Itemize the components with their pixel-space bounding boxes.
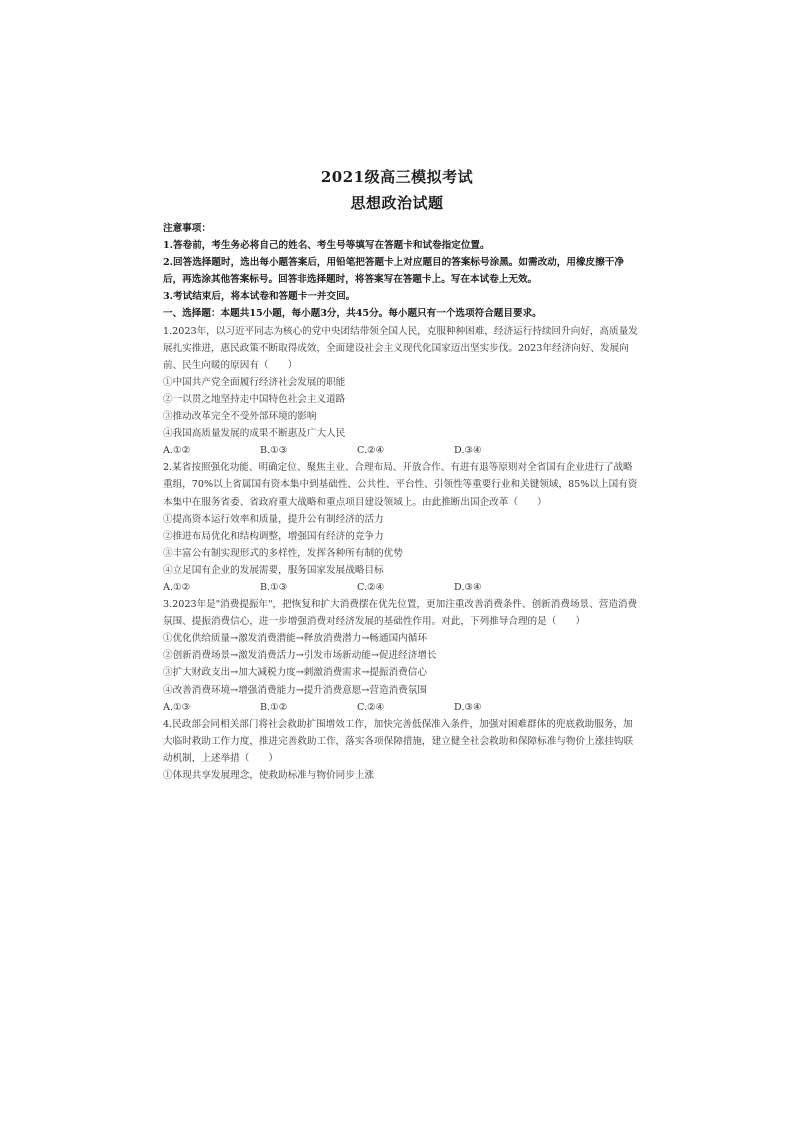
question-stem: 1.2023年，以习近平同志为核心的党中央团结带领全国人民，克服种种困难，经济运行持续回升向好，高质量发展扎实推进，惠民政策不断取得成效，全面建设社会主义现代化国家迈出坚实步伐。2023年经济向好、发展向前、民生向暖的原因有（ ）: [163, 325, 638, 371]
notice-item: 1.答卷前，考生务必将自己的姓名、考生号等填写在答题卡和试卷指定位置。: [163, 240, 490, 252]
question-choice: ①优化供给质量→激发消费潜能→释放消费潜力→畅通国内循环: [163, 633, 427, 645]
question-choice: ①提高资本运行效率和质量，提升公有制经济的活力: [163, 513, 384, 525]
option-a: A.①②: [163, 445, 191, 457]
question-stem: 2.某省按照强化功能、明确定位、聚焦主业、合理布局、开放合作、有进有退等原则对全省国有企业进行了战略重组，70%以上省属国有资本集中到基础性、公共性、平台性、引领性等重要行业和关键领域，85%以上国有资本集中在服务省委、省政府重大战略和重点项目建设领域上。由此推断出国企改革（ ）: [163, 462, 638, 508]
option-a: A.①②: [163, 581, 191, 593]
notice-heading: 注意事项：: [163, 223, 211, 234]
answer-options: [163, 579, 639, 596]
exam-title: 2021级高三模拟考试: [320, 168, 474, 186]
question-choice: ①体现共享发展理念，使救助标准与物价同步上涨: [163, 770, 375, 781]
option-b: B.①③: [260, 445, 288, 457]
notice-item: 3.考试结束后，将本试卷和答题卡一并交回。: [163, 291, 356, 303]
answer-options: [163, 442, 639, 459]
question-choice: ③丰富公有制实现形式的多样性，发挥各种所有制的优势: [163, 547, 403, 559]
option-c: C.②④: [357, 445, 385, 457]
option-d: D.③④: [454, 701, 482, 713]
question-choice: ②推进布局优化和结构调整，增强国有经济的竞争力: [163, 530, 384, 542]
question-choice: ②一以贯之地坚持走中国特色社会主义道路: [163, 393, 346, 405]
option-b: B.①③: [260, 581, 288, 593]
question-choice: ③推动改革完全不受外部环境的影响: [163, 411, 317, 423]
question-choice: ③扩大财政支出→加大减税力度→刺激消费需求→提振消费信心: [163, 667, 427, 679]
subject-title: 思想政治试题: [350, 194, 444, 212]
notice-item: 2.回答选择题时，选出每小题答案后，用铅笔把答题卡上对应题目的答案标号涂黑。如需改动，用橡皮擦干净后，再选涂其他答案标号。回答非选择题时，将答案写在答题卡上。写在本试卷上无效。: [163, 257, 624, 286]
option-d: D.③④: [454, 581, 482, 593]
question-choice: ①中国共产党全面履行经济社会发展的职能: [163, 376, 346, 388]
option-d: D.③④: [454, 445, 482, 457]
question-choice: ④立足国有企业的发展需要，服务国家发展战略目标: [163, 564, 384, 576]
option-a: A.①③: [163, 701, 191, 713]
question-choice: ④改善消费环境→增强消费能力→提升消费意愿→营造消费氛围: [163, 684, 427, 696]
option-c: C.②④: [357, 701, 385, 713]
answer-options: [163, 699, 639, 716]
question-stem: 3.2023年是"消费提振年"，把恢复和扩大消费摆在优先位置，更加注重改善消费条件、创新消费场景、营造消费氛围、提振消费信心，进一步增强消费对经济发展的基础性作用。对此，下列推导合理的是（ ）: [163, 599, 638, 628]
exam-body: [163, 220, 639, 784]
question-stem: 4.民政部会同相关部门将社会救助扩围增效工作，加快完善低保准入条件，加强对困难群体的兜底救助服务，加大临时救助工作力度，推进完善救助工作，落实各项保障措施，建立健全社会救助和保障标准与物价上涨挂钩联动机制，上述举措（ ）: [163, 718, 634, 764]
option-b: B.①②: [260, 701, 288, 713]
option-c: C.②④: [357, 581, 385, 593]
section-heading: 一、选择题：本题共15小题，每小题3分，共45分。每小题只有一个选项符合题目要求。: [163, 308, 542, 320]
question-choice: ②创新消费场景→激发消费活力→引发市场新动能→促进经济增长: [163, 650, 437, 662]
question-choice: ④我国高质量发展的成果不断惠及广大人民: [163, 428, 346, 440]
